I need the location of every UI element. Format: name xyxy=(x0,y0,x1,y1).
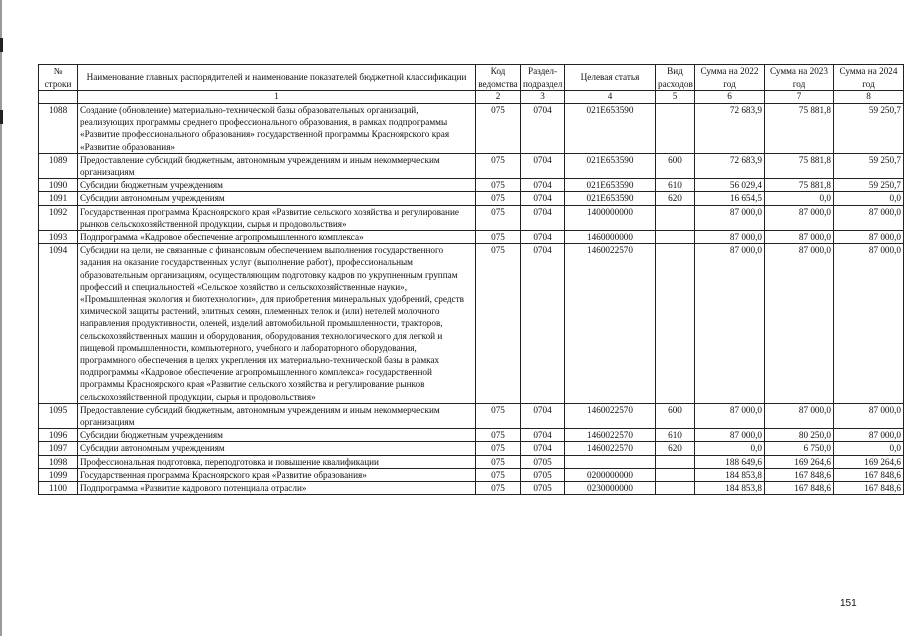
row-target: 021Е653590 xyxy=(565,192,656,205)
row-section: 0704 xyxy=(521,231,565,244)
row-sum2023: 169 264,6 xyxy=(765,455,834,468)
row-name: Государственная программа Красноярского края «Развитие образования» xyxy=(78,468,476,481)
row-number: 1096 xyxy=(39,429,78,442)
row-name: Субсидии автономным учреждениям xyxy=(78,192,476,205)
row-sum2022: 87 000,0 xyxy=(695,244,765,404)
row-code: 075 xyxy=(476,442,521,455)
column-number: 5 xyxy=(656,91,695,104)
row-number: 1090 xyxy=(39,179,78,192)
row-type xyxy=(656,205,695,230)
row-sum2024: 167 848,6 xyxy=(834,482,904,495)
row-type xyxy=(656,468,695,481)
row-target: 1460022570 xyxy=(565,244,656,404)
row-target xyxy=(565,455,656,468)
header-target: Целевая статья xyxy=(565,65,656,91)
table-header xyxy=(39,65,904,91)
table-row xyxy=(39,192,904,205)
row-section: 0704 xyxy=(521,104,565,154)
row-type: 610 xyxy=(656,429,695,442)
row-target: 1460022570 xyxy=(565,403,656,428)
header-name: Наименование главных распорядителей и наименование показателей бюджетной классификации xyxy=(78,65,476,91)
row-number: 1095 xyxy=(39,403,78,428)
row-sum2022: 87 000,0 xyxy=(695,403,765,428)
row-section: 0704 xyxy=(521,153,565,178)
row-code: 075 xyxy=(476,482,521,495)
row-sum2024: 0,0 xyxy=(834,442,904,455)
table-row xyxy=(39,468,904,481)
row-number: 1099 xyxy=(39,468,78,481)
row-target: 021Е653590 xyxy=(565,153,656,178)
row-section: 0704 xyxy=(521,179,565,192)
row-name: Субсидии автономным учреждениям xyxy=(78,442,476,455)
row-sum2022: 184 853,8 xyxy=(695,468,765,481)
row-type: 620 xyxy=(656,192,695,205)
column-number: 2 xyxy=(476,91,521,104)
row-code: 075 xyxy=(476,468,521,481)
row-code: 075 xyxy=(476,179,521,192)
scan-margin-mark xyxy=(0,38,3,52)
row-sum2024: 87 000,0 xyxy=(834,429,904,442)
row-target: 1460000000 xyxy=(565,231,656,244)
table-row xyxy=(39,429,904,442)
row-sum2024: 59 250,7 xyxy=(834,104,904,154)
row-sum2022: 184 853,8 xyxy=(695,482,765,495)
row-target: 0230000000 xyxy=(565,482,656,495)
column-number: 6 xyxy=(695,91,765,104)
column-numbers-row xyxy=(39,91,904,104)
row-name: Предоставление субсидий бюджетным, автономным учреждениям и иным некоммерческим организациям xyxy=(78,403,476,428)
row-target: 021Е653590 xyxy=(565,104,656,154)
row-sum2024: 87 000,0 xyxy=(834,244,904,404)
table-row xyxy=(39,455,904,468)
table-row xyxy=(39,231,904,244)
row-sum2023: 75 881,8 xyxy=(765,153,834,178)
row-type xyxy=(656,104,695,154)
table-row xyxy=(39,205,904,230)
column-number: 4 xyxy=(565,91,656,104)
header-num: № строки xyxy=(39,65,78,91)
row-sum2023: 87 000,0 xyxy=(765,244,834,404)
row-name: Подпрограмма «Развитие кадрового потенциала отрасли» xyxy=(78,482,476,495)
budget-table xyxy=(38,64,904,495)
column-number: 3 xyxy=(521,91,565,104)
row-type: 620 xyxy=(656,442,695,455)
row-code: 075 xyxy=(476,455,521,468)
row-number: 1094 xyxy=(39,244,78,404)
row-type xyxy=(656,482,695,495)
row-name: Предоставление субсидий бюджетным, автономным учреждениям и иным некоммерческим организациям xyxy=(78,153,476,178)
row-sum2024: 87 000,0 xyxy=(834,205,904,230)
row-sum2023: 75 881,8 xyxy=(765,179,834,192)
column-number: 8 xyxy=(834,91,904,104)
header-sum2022: Сумма на 2022 год xyxy=(695,65,765,91)
row-code: 075 xyxy=(476,244,521,404)
row-sum2024: 59 250,7 xyxy=(834,153,904,178)
row-sum2024: 169 264,6 xyxy=(834,455,904,468)
row-sum2022: 87 000,0 xyxy=(695,205,765,230)
row-code: 075 xyxy=(476,231,521,244)
table-row xyxy=(39,244,904,404)
row-sum2023: 6 750,0 xyxy=(765,442,834,455)
row-section: 0705 xyxy=(521,468,565,481)
row-sum2024: 0,0 xyxy=(834,192,904,205)
row-section: 0704 xyxy=(521,403,565,428)
row-sum2023: 80 250,0 xyxy=(765,429,834,442)
row-number: 1088 xyxy=(39,104,78,154)
column-number xyxy=(39,91,78,104)
row-type: 610 xyxy=(656,179,695,192)
row-section: 0704 xyxy=(521,429,565,442)
row-target: 0200000000 xyxy=(565,468,656,481)
row-type: 600 xyxy=(656,153,695,178)
scan-margin-mark xyxy=(0,110,3,124)
row-sum2023: 75 881,8 xyxy=(765,104,834,154)
row-number: 1093 xyxy=(39,231,78,244)
row-type: 600 xyxy=(656,403,695,428)
header-sum2023: Сумма на 2023 год xyxy=(765,65,834,91)
row-sum2022: 56 029,4 xyxy=(695,179,765,192)
header-code: Код ведомства xyxy=(476,65,521,91)
row-code: 075 xyxy=(476,104,521,154)
row-section: 0705 xyxy=(521,482,565,495)
row-code: 075 xyxy=(476,205,521,230)
row-number: 1089 xyxy=(39,153,78,178)
row-section: 0705 xyxy=(521,455,565,468)
row-target: 1460022570 xyxy=(565,442,656,455)
row-name: Подпрограмма «Кадровое обеспечение агропромышленного комплекса» xyxy=(78,231,476,244)
row-sum2024: 167 848,6 xyxy=(834,468,904,481)
row-number: 1098 xyxy=(39,455,78,468)
table-row xyxy=(39,482,904,495)
row-sum2023: 0,0 xyxy=(765,192,834,205)
row-type xyxy=(656,455,695,468)
header-section: Раздел-подраздел xyxy=(521,65,565,91)
row-section: 0704 xyxy=(521,442,565,455)
table-row xyxy=(39,104,904,154)
row-sum2023: 167 848,6 xyxy=(765,482,834,495)
row-name: Государственная программа Красноярского края «Развитие сельского хозяйства и регулирование рынков сельскохозяйственной продукции, сырья и продовольствия» xyxy=(78,205,476,230)
row-sum2023: 167 848,6 xyxy=(765,468,834,481)
row-number: 1097 xyxy=(39,442,78,455)
table-row xyxy=(39,153,904,178)
row-type xyxy=(656,231,695,244)
table-row xyxy=(39,403,904,428)
row-section: 0704 xyxy=(521,192,565,205)
row-code: 075 xyxy=(476,153,521,178)
row-sum2023: 87 000,0 xyxy=(765,205,834,230)
header-type: Вид расходов xyxy=(656,65,695,91)
row-code: 075 xyxy=(476,403,521,428)
row-sum2023: 87 000,0 xyxy=(765,403,834,428)
column-number: 7 xyxy=(765,91,834,104)
table-row xyxy=(39,179,904,192)
row-code: 075 xyxy=(476,192,521,205)
row-sum2022: 72 683,9 xyxy=(695,104,765,154)
row-target: 021Е653590 xyxy=(565,179,656,192)
row-code: 075 xyxy=(476,429,521,442)
row-sum2022: 188 649,6 xyxy=(695,455,765,468)
row-target: 1400000000 xyxy=(565,205,656,230)
row-name: Создание (обновление) материально-технической базы образовательных организаций, реализующих программы среднего профессионального образования, в рамках подпрограммы «Развитие профессионального образования» государственной программы Красноярского края «Развитие образования» xyxy=(78,104,476,154)
row-sum2022: 87 000,0 xyxy=(695,429,765,442)
row-number: 1100 xyxy=(39,482,78,495)
scan-left-edge xyxy=(0,0,2,636)
row-sum2024: 87 000,0 xyxy=(834,231,904,244)
column-number: 1 xyxy=(78,91,476,104)
row-section: 0704 xyxy=(521,205,565,230)
row-number: 1092 xyxy=(39,205,78,230)
row-sum2023: 87 000,0 xyxy=(765,231,834,244)
row-name: Профессиональная подготовка, переподготовка и повышение квалификации xyxy=(78,455,476,468)
row-sum2024: 59 250,7 xyxy=(834,179,904,192)
row-type xyxy=(656,244,695,404)
row-number: 1091 xyxy=(39,192,78,205)
table-row xyxy=(39,442,904,455)
row-target: 1460022570 xyxy=(565,429,656,442)
header-sum2024: Сумма на 2024 год xyxy=(834,65,904,91)
row-sum2022: 72 683,9 xyxy=(695,153,765,178)
row-name: Субсидии бюджетным учреждениям xyxy=(78,429,476,442)
row-sum2024: 87 000,0 xyxy=(834,403,904,428)
page-number: 151 xyxy=(840,598,857,609)
row-sum2022: 16 654,5 xyxy=(695,192,765,205)
row-name: Субсидии на цели, не связанные с финансовым обеспечением выполнения государственного задания на оказание государственных услуг (выполнение работ), профессиональным образовательным организациям, осуществляющим подготовку кадров по укрупненным группам профессий и специальностей «Сельское хозяйство и сельскохозяйственные науки», «Промышленная экология и биотехнологии», для приобретения минеральных удобрений, средств химической защиты растений, элитных семян, племенных телок и (или) нетелей молочного направления продуктивности, оленей, изделий автомобильной промышленности, тракторов, сельскохозяйственных машин и оборудования, оборудования технологического для легкой и пищевой промышленности, компьютерного, учебного и лабораторного оборудования, программного обеспечения в целях укрепления их материально-технической базы в рамках подпрограммы «Кадровое обеспечение агропромышленного комплекса» государственной программы Красноярского края «Развитие сельского хозяйства и регулирование рынков сельскохозяйственной продукции, сырья и продовольствия» xyxy=(78,244,476,404)
row-sum2022: 87 000,0 xyxy=(695,231,765,244)
table-body xyxy=(39,91,904,495)
row-name: Субсидии бюджетным учреждениям xyxy=(78,179,476,192)
row-section: 0704 xyxy=(521,244,565,404)
row-sum2022: 0,0 xyxy=(695,442,765,455)
